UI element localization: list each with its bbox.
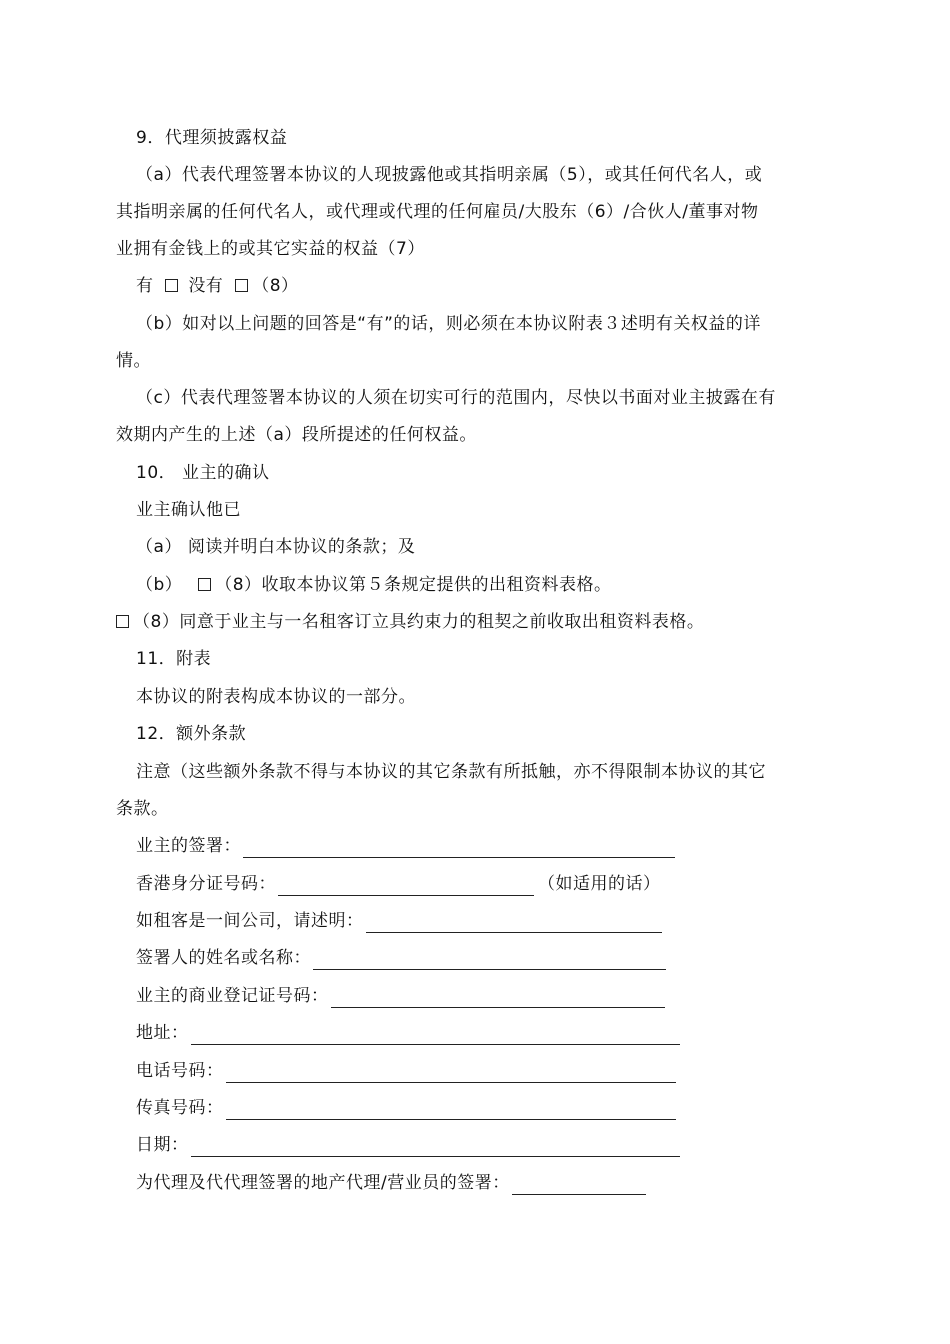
owner-signature-row	[136, 834, 675, 858]
agent-signature-row	[136, 1171, 646, 1195]
item-b-prefix: （b）	[136, 575, 183, 595]
hkid-field[interactable]	[278, 877, 534, 896]
hkid-row	[136, 872, 661, 896]
item-c-checkbox[interactable]	[116, 615, 129, 628]
section-9b-line-2: 情。	[116, 351, 151, 371]
option-no-checkbox[interactable]	[235, 279, 248, 292]
option-note: （8）	[252, 276, 299, 296]
section-9c-line-2: 效期内产生的上述（a）段所提述的任何权益。	[116, 425, 477, 445]
company-label: 如租客是一间公司，请述明：	[136, 911, 364, 931]
owner-signature-field[interactable]	[243, 839, 675, 858]
company-row	[136, 909, 662, 933]
signatory-name-row	[136, 946, 666, 970]
section-9a-line-3: 业拥有金钱上的或其它实益的权益（7）	[116, 239, 425, 259]
phone-row	[136, 1059, 676, 1083]
signatory-name-label: 签署人的姓名或名称：	[136, 948, 311, 968]
phone-label: 电话号码：	[136, 1061, 224, 1081]
section-9c-line-1: （c）代表代理签署本协议的人须在切实可行的范围内，尽快以书面对业主披露在有	[136, 388, 776, 408]
signatory-name-field[interactable]	[313, 951, 666, 970]
item-b-text: （8）收取本协议第５条规定提供的出租资料表格。	[215, 575, 612, 595]
date-row	[136, 1133, 680, 1157]
item-c-text: （8）同意于业主与一名租客订立具约束力的租契之前收取出租资料表格。	[133, 612, 705, 632]
section-12-note-line-1: 注意（这些额外条款不得与本协议的其它条款有所抵触，亦不得限制本协议的其它	[136, 762, 766, 782]
address-field[interactable]	[191, 1026, 680, 1045]
company-field[interactable]	[366, 914, 662, 933]
option-no-label: 没有	[188, 276, 224, 296]
item-b-checkbox[interactable]	[198, 578, 211, 591]
section-9a-line-1: （a）代表代理签署本协议的人现披露他或其指明亲属（5），或其任何代名人，或	[136, 165, 763, 185]
phone-field[interactable]	[226, 1064, 676, 1083]
fax-field[interactable]	[226, 1101, 676, 1120]
section-10-intro: 业主确认他已	[136, 500, 241, 520]
business-reg-row	[136, 984, 665, 1008]
section-9a-line-2: 其指明亲属的任何代名人，或代理或代理的任何雇员/大股东（6）/合伙人/董事对物	[116, 202, 759, 222]
business-reg-field[interactable]	[331, 989, 665, 1008]
section-10-item-b	[136, 573, 612, 597]
section-9b-line-1: （b）如对以上问题的回答是“有”的话，则必须在本协议附表３述明有关权益的详	[136, 314, 761, 334]
agent-signature-label: 为代理及代代理签署的地产代理/营业员的签署：	[136, 1173, 510, 1193]
section-11-heading: 11．附表	[136, 649, 212, 669]
option-yes-checkbox[interactable]	[165, 279, 178, 292]
address-row	[136, 1021, 680, 1045]
section-10-heading: 10． 业主的确认	[136, 463, 270, 483]
section-10-item-c	[116, 610, 704, 634]
section-10-item-a: （a） 阅读并明白本协议的条款；及	[136, 537, 416, 557]
fax-row	[136, 1096, 676, 1120]
section-11-text: 本协议的附表构成本协议的一部分。	[136, 687, 416, 707]
date-field[interactable]	[191, 1138, 680, 1157]
business-reg-label: 业主的商业登记证号码：	[136, 986, 329, 1006]
hkid-label: 香港身分证号码：	[136, 874, 276, 894]
interest-options	[136, 274, 299, 298]
fax-label: 传真号码：	[136, 1098, 224, 1118]
owner-signature-label: 业主的签署：	[136, 836, 241, 856]
agent-signature-field[interactable]	[512, 1176, 646, 1195]
section-12-heading: 12．额外条款	[136, 724, 247, 744]
option-yes-label: 有	[136, 276, 154, 296]
date-label: 日期：	[136, 1135, 189, 1155]
section-9-heading: 9．代理须披露权益	[136, 128, 288, 148]
address-label: 地址：	[136, 1023, 189, 1043]
section-12-note-line-2: 条款。	[116, 799, 169, 819]
hkid-suffix: （如适用的话）	[538, 874, 661, 894]
